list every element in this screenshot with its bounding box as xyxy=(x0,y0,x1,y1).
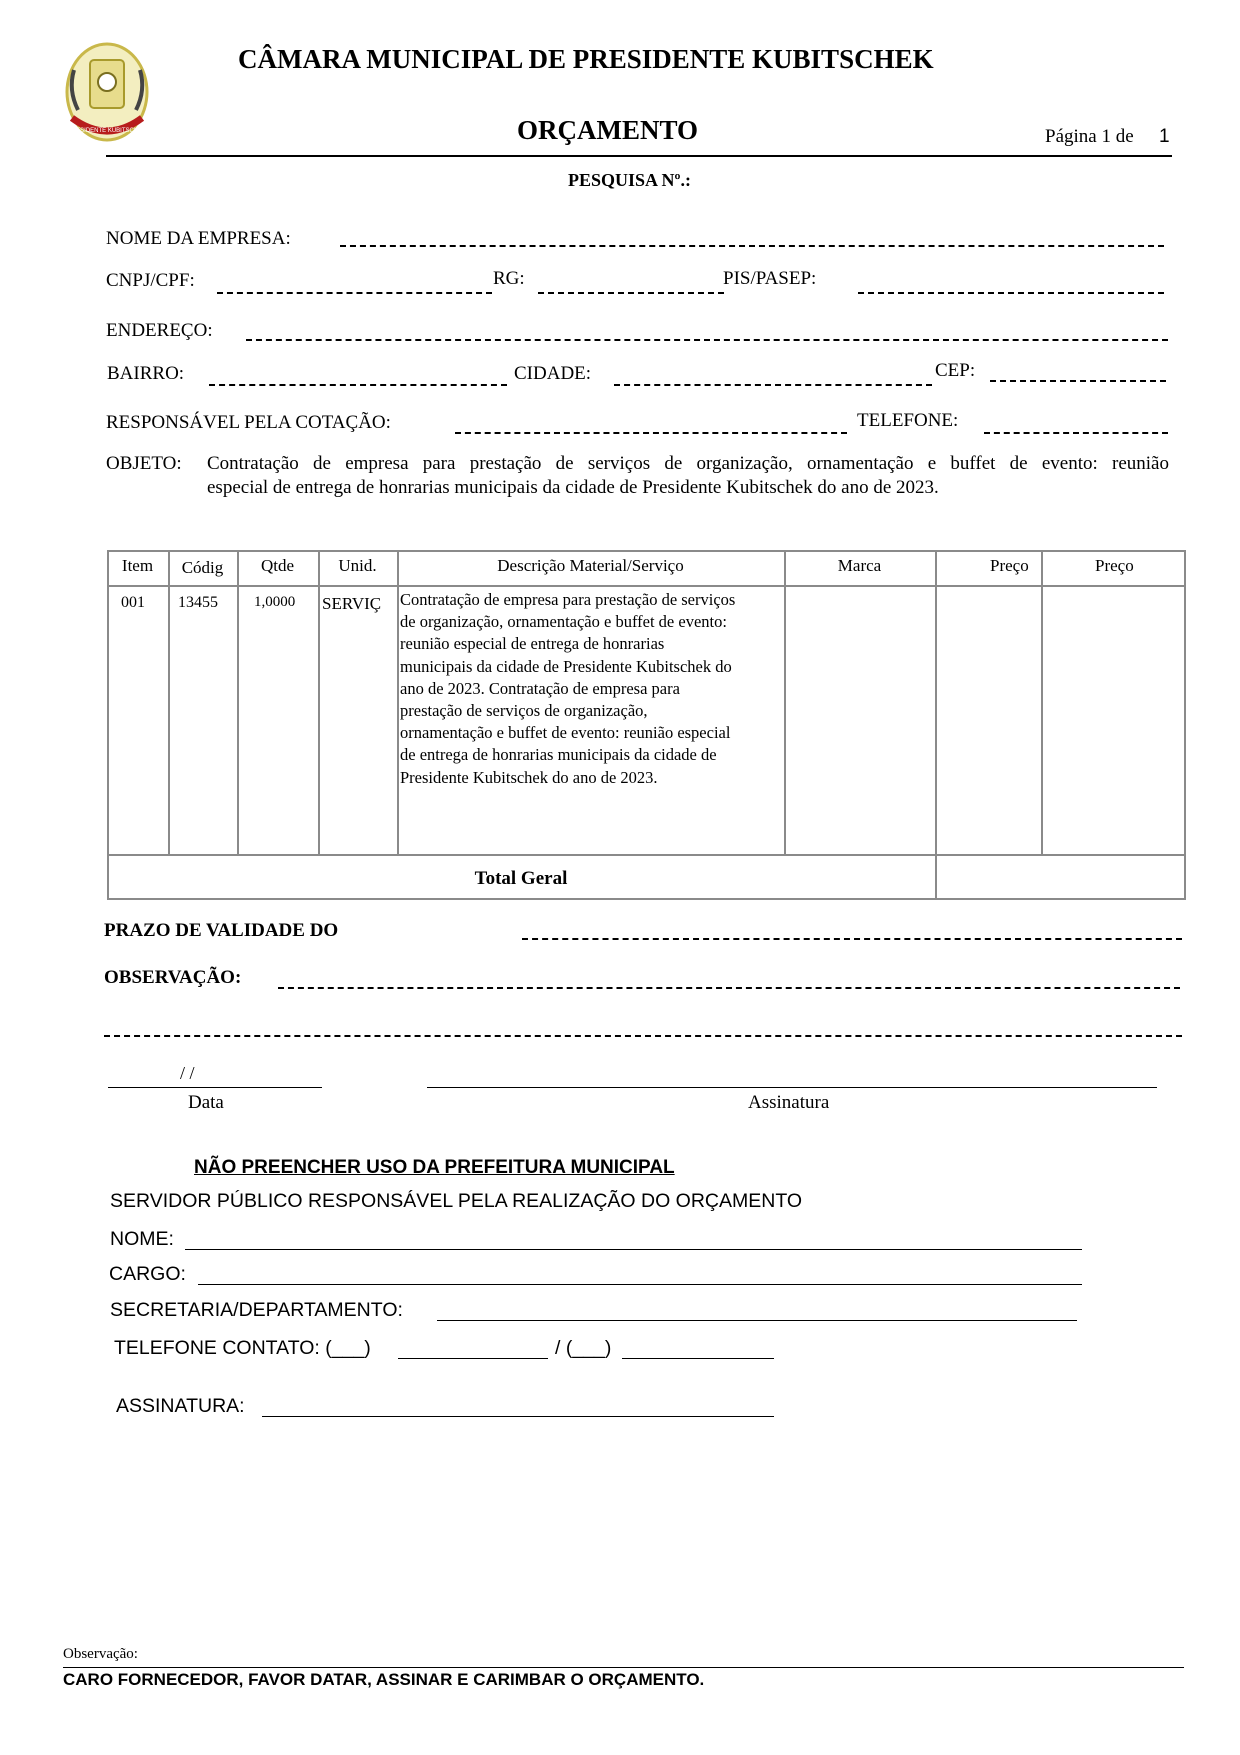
bottom-divider xyxy=(63,1667,1184,1668)
assinatura-label: Assinatura xyxy=(748,1092,830,1113)
bottom-notice: CARO FORNECEDOR, FAVOR DATAR, ASSINAR E CARIMBAR O ORÇAMENTO. xyxy=(63,1670,705,1689)
municipal-crest-logo xyxy=(60,40,155,145)
date-field[interactable] xyxy=(108,1087,322,1088)
responsavel-label: RESPONSÁVEL PELA COTAÇÃO: xyxy=(106,412,391,433)
desc-line: ano de 2023. Contratação de empresa para xyxy=(400,678,680,698)
cell-item: 001 xyxy=(121,594,145,611)
pesquisa-label: PESQUISA Nº.: xyxy=(568,170,691,190)
secretaria-field[interactable] xyxy=(437,1320,1077,1321)
endereco-label: ENDEREÇO: xyxy=(106,320,213,341)
observacao-field[interactable] xyxy=(278,987,1180,989)
desc-line: municipais da cidade de Presidente Kubitschek do xyxy=(400,656,732,676)
cargo-label: CARGO: xyxy=(109,1263,186,1285)
desc-line: ornamentação e buffet de evento: reunião especial xyxy=(400,723,731,743)
th-item: Item xyxy=(121,556,154,575)
svg-text:PRESIDENTE KUBITSCHEK: PRESIDENTE KUBITSCHEK xyxy=(67,128,147,134)
desc-line: prestação de serviços de organização, xyxy=(400,701,648,721)
secretaria-label: SECRETARIA/DEPARTAMENTO: xyxy=(110,1299,403,1321)
empresa-field[interactable] xyxy=(340,245,1164,247)
th-unid: Unid. xyxy=(338,556,377,575)
rg-field[interactable] xyxy=(538,292,724,294)
header-divider xyxy=(106,155,1172,157)
telefone-label: TELEFONE: xyxy=(857,410,959,431)
pis-field[interactable] xyxy=(858,292,1164,294)
document-title: CÂMARA MUNICIPAL DE PRESIDENTE KUBITSCHEK xyxy=(238,44,934,74)
table-total-divider xyxy=(107,854,1186,856)
total-geral-label: Total Geral xyxy=(474,868,568,889)
telefone-contato-sep: / (___) xyxy=(555,1337,612,1359)
col-divider xyxy=(168,550,170,854)
responsavel-field[interactable] xyxy=(455,432,847,434)
observacao-field-line2[interactable] xyxy=(104,1035,1182,1037)
prefeitura-assinatura-label: ASSINATURA: xyxy=(116,1395,245,1417)
prefeitura-heading: NÃO PREENCHER USO DA PREFEITURA MUNICIPAL xyxy=(194,1157,675,1178)
telefone-contato-field-2[interactable] xyxy=(622,1358,774,1359)
desc-line: de entrega de honrarias municipais da cidade de xyxy=(400,745,717,765)
th-preco-unit: Preço xyxy=(990,556,1029,575)
date-slashes: / / xyxy=(180,1063,195,1083)
telefone-field[interactable] xyxy=(984,432,1168,434)
empresa-label: NOME DA EMPRESA: xyxy=(106,228,291,249)
pis-label: PIS/PASEP: xyxy=(723,268,817,289)
page-total: 1 xyxy=(1159,126,1170,147)
th-codigo: Códig xyxy=(181,558,224,577)
signature-field[interactable] xyxy=(427,1087,1157,1088)
bairro-field[interactable] xyxy=(209,384,507,386)
observacao-label: OBSERVAÇÃO: xyxy=(104,967,242,988)
cnpj-label: CNPJ/CPF: xyxy=(106,270,195,291)
cell-descricao xyxy=(400,589,790,789)
th-descricao: Descrição Material/Serviço xyxy=(497,556,684,575)
rg-label: RG: xyxy=(493,268,525,289)
bottom-observacao-label: Observação: xyxy=(63,1646,138,1662)
desc-line: Presidente Kubitschek do ano de 2023. xyxy=(400,767,658,787)
objeto-text-line1: Contratação de empresa para prestação de serviços de organização, ornamentação e buffet de evento: reunião xyxy=(207,453,1169,474)
prazo-label: PRAZO DE VALIDADE DO xyxy=(104,920,339,941)
cep-label: CEP: xyxy=(935,360,976,381)
bairro-label: BAIRRO: xyxy=(107,363,185,384)
telefone-contato-field-1[interactable] xyxy=(398,1358,548,1359)
endereco-field[interactable] xyxy=(246,339,1168,341)
prazo-field[interactable] xyxy=(522,938,1182,940)
cell-unid: SERVIÇ xyxy=(322,594,382,613)
telefone-contato-label: TELEFONE CONTATO: (___) xyxy=(114,1337,371,1359)
objeto-label: OBJETO: xyxy=(106,453,182,474)
desc-line: Contratação de empresa para prestação de serviços xyxy=(400,590,736,609)
nome-field[interactable] xyxy=(185,1249,1082,1250)
col-divider xyxy=(935,550,937,900)
cnpj-field[interactable] xyxy=(217,292,492,294)
th-marca: Marca xyxy=(837,556,882,575)
page-label: Página 1 de xyxy=(1045,126,1134,147)
cargo-field[interactable] xyxy=(198,1284,1082,1285)
desc-line: de organização, ornamentação e buffet de evento: xyxy=(400,612,727,632)
col-divider xyxy=(318,550,320,854)
col-divider xyxy=(1041,550,1043,854)
cep-field[interactable] xyxy=(990,380,1166,382)
col-divider xyxy=(397,550,399,854)
cidade-label: CIDADE: xyxy=(514,363,592,384)
table-header-divider xyxy=(107,585,1186,587)
nome-label: NOME: xyxy=(110,1228,174,1250)
th-preco-total: Preço xyxy=(1095,556,1134,575)
cidade-field[interactable] xyxy=(614,384,932,386)
objeto-text-line2: especial de entrega de honrarias municipais da cidade de Presidente Kubitschek do ano de 2023. xyxy=(207,477,939,498)
data-label: Data xyxy=(188,1092,224,1113)
th-qtde: Qtde xyxy=(260,556,295,575)
desc-line: reunião especial de entrega de honrarias xyxy=(400,634,665,654)
col-divider xyxy=(237,550,239,854)
servidor-label: SERVIDOR PÚBLICO RESPONSÁVEL PELA REALIZAÇÃO DO ORÇAMENTO xyxy=(110,1190,803,1212)
cell-codigo: 13455 xyxy=(178,594,218,611)
prefeitura-assinatura-field[interactable] xyxy=(262,1416,774,1417)
cell-qtde: 1,0000 xyxy=(254,594,296,610)
document-subtitle: ORÇAMENTO xyxy=(517,115,699,145)
